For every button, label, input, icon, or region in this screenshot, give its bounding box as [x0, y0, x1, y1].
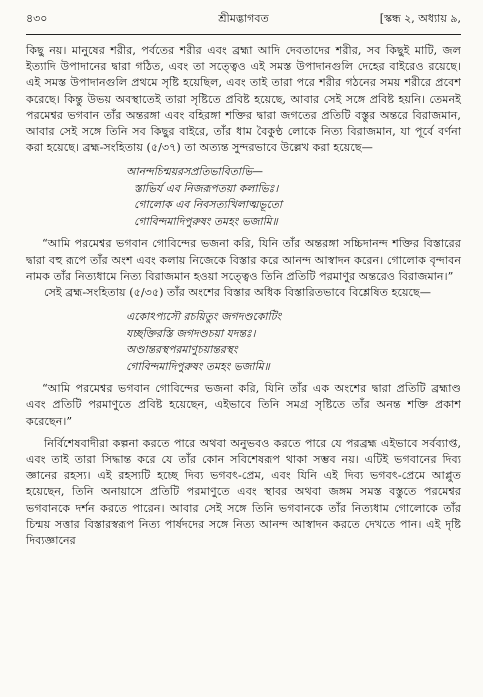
verse-line: যচ্ছক্তিরস্তি জগদণ্ডচয়া যদন্তঃ।: [126, 326, 256, 340]
verse-translation: “আমি পরমেশ্বর ভগবান গোবিন্দের ভজনা করি, যিনি তাঁর অন্তরঙ্গা সচ্চিদানন্দ শক্তির বিস্তারের দ্বারা বহু রূপে তাঁর অংশ এবং কলায় নিজেকে বিস্তার করে আনন্দ আস্বাদন করেন। গোলোক বৃন্দাবন নামক তাঁর নিত্যধামে নিত্য বিরাজমান হওয়া সত্ত্বেও তিনি প্রতিটি পরমাণুর অন্তরেও বিরাজমান।”: [26, 237, 461, 283]
header-divider: [26, 34, 461, 35]
verse-line: গোবিন্দমাদিপুরুষং তমহং ভজামি॥: [134, 214, 278, 228]
verse-line: স্তাভির্য এব নিজরূপতয়া কলাভিঃ।: [134, 181, 279, 195]
book-page: [0, 12, 483, 697]
body-paragraph: কিছু নয়। মানুষের শরীর, পর্বতের শরীর এবং ব্রহ্মা আদি দেবতাদের শরীর, সব কিছুই মাটি, জল ইত্যাদি উপাদানের দ্বারা গঠিত, এবং তা সত্ত্বেও এই সমস্ত উপাদানগুলি দেহের বাইরেও রয়েছে। এই সমস্ত উপাদানগুলি প্রথমে সৃষ্টি হয়েছিল, এবং তাই তারা পরে শরীর গঠনের সময় শরীরে প্রবেশ করেছে। কিন্তু উভয় অবস্থাতেই তারা সৃষ্টিতে প্রবিষ্ট হয়েছে, আবার সেই সঙ্গে প্রবিষ্ট হয়নি। তেমনই পরমেশ্বর ভগবান তাঁর অন্তরঙ্গা এবং বহিরঙ্গা শক্তির দ্বারা জগতের প্রতিটি বস্তুর অন্তরে বিরাজমান, আবার সেই সঙ্গে তিনি সব কিছুর বাইরে, তাঁর ধাম বৈকুণ্ঠ লোকে নিত্য বিরাজমান, যা পূর্বে বর্ণনা করা হয়েছে। ব্রহ্ম-সংহিতায় (৫/৩৭) তা অত্যন্ত সুন্দরভাবে উল্লেখ করা হয়েছে—: [26, 44, 461, 155]
sanskrit-verse: [126, 164, 461, 230]
verse-line: একোঽপ্যসৌ রচয়িতুং জগদণ্ডকোটিং: [126, 310, 282, 324]
verse-translation: “আমি পরমেশ্বর ভগবান গোবিন্দের ভজনা করি, যিনি তাঁর এক অংশের দ্বারা প্রতিটি ব্রহ্মাণ্ড এবং প্রতিটি পরমাণুতে প্রবিষ্ট হয়েছেন, এইভাবে তিনি সমগ্র সৃষ্টিতে তাঁর অনন্ত শক্তি প্রকাশ করেছেন।”: [26, 382, 461, 428]
body-paragraph: নির্বিশেষবাদীরা কল্পনা করতে পারে অথবা অনুভবও করতে পারে যে পরব্রহ্ম এইভাবে সর্বব্যাপ্ত, এবং তাই তারা সিদ্ধান্ত করে যে তাঁর কোন সবিশেষরূপ থাকা সম্ভব নয়। এটিই ভগবানের দিব্য জ্ঞানের রহস্য। এই রহস্যটি হচ্ছে দিব্য ভগবৎ-প্রেম, এবং যিনি এই দিব্য ভগবৎ-প্রেমে আপ্লুত হয়েছেন, তিনি অনায়াসে প্রতিটি পরমাণুতে এবং স্থাবর অথবা জঙ্গম সমস্ত বস্তুতে পরমেশ্বর ভগবানকে দর্শন করতে পারেন। আবার সেই সঙ্গে তিনি ভগবানকে তাঁর নিত্যধাম গোলোকে তাঁর চিন্ময় সত্তার বিস্তারস্বরূপ নিত্য পার্ষদদের সঙ্গে নিত্য আনন্দ আস্বাদন করতে দেখতে পান। এই দৃষ্টি দিব্যজ্ঞানের: [26, 436, 461, 548]
sanskrit-verse: [126, 309, 461, 375]
verse-line: গোবিন্দমাদিপুরুষং তমহং ভজামি॥: [126, 359, 270, 373]
verse-line: গোলোক এব নিবসত্যখিলাত্মভূতো: [134, 198, 283, 212]
body-paragraph: সেই ব্রহ্ম-সংহিতায় (৫/৩৫) তাঁর অংশের বিস্তার অধিক বিস্তারিতভাবে বিশ্লেষিত হয়েছে—: [44, 286, 431, 300]
verse-line: অণ্ডান্তরস্থপরমাণুচয়ান্তরস্থং: [126, 343, 238, 357]
verse-line: আনন্দচিন্ময়রসপ্রতিভাবিতাভি—: [126, 165, 263, 179]
book-title: শ্রীমদ্ভাগবত: [218, 12, 269, 25]
page-number: ৪৩০: [26, 12, 48, 25]
page-header: [26, 12, 461, 34]
section-reference: [স্কন্ধ ২, অধ্যায় ৯,: [379, 12, 461, 25]
